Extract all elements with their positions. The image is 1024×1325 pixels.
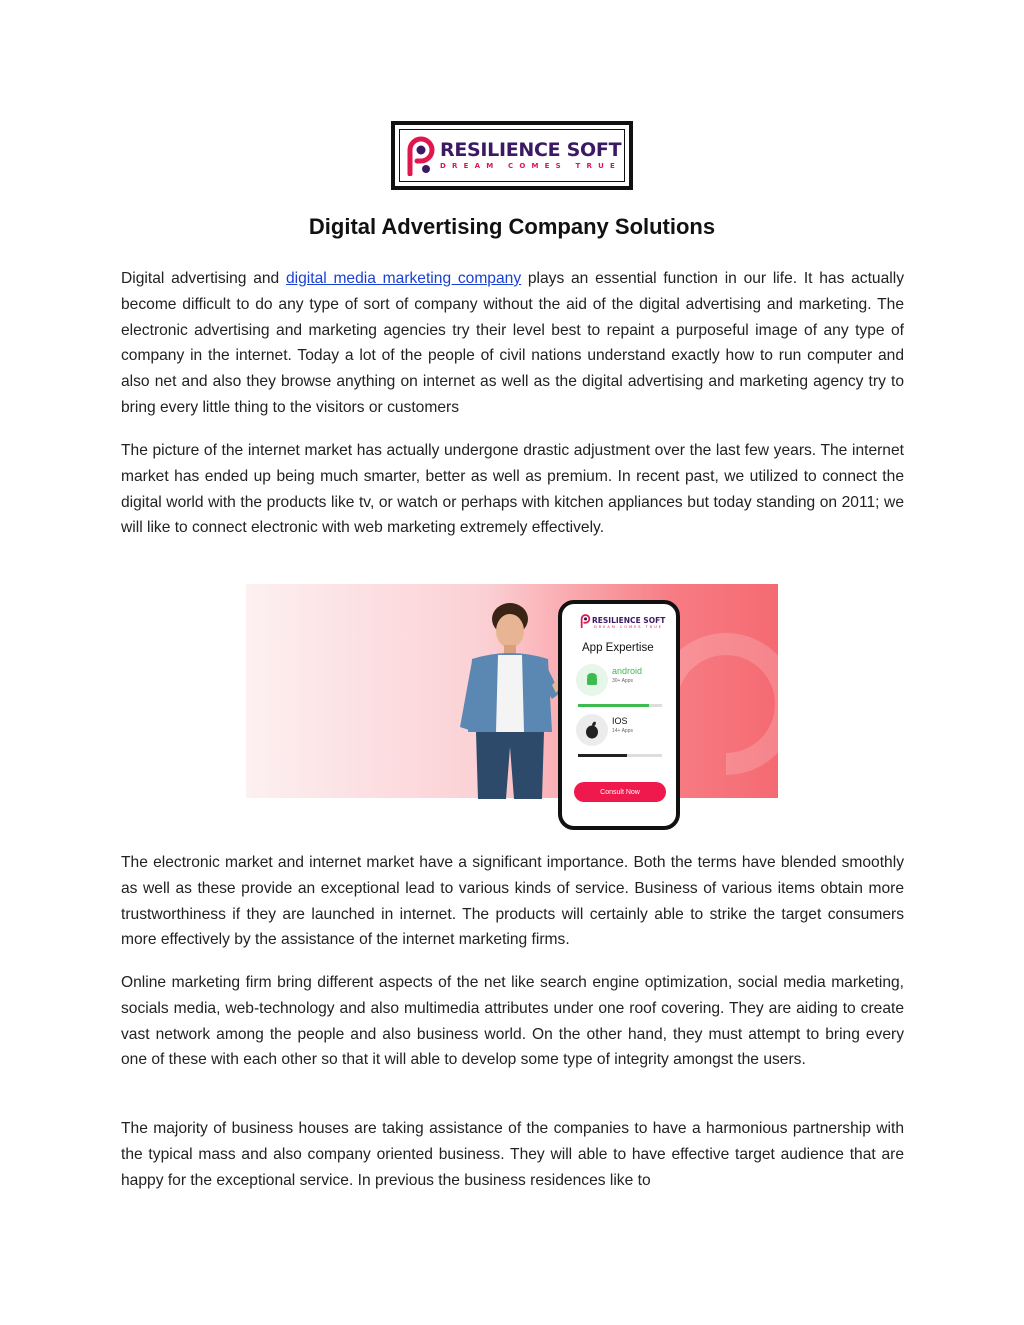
phone-mockup [558,600,680,830]
page-title: Digital Advertising Company Solutions [308,214,716,239]
paragraph-3: The electronic market and internet market have a significant importance. Both the terms have blended smoothly as well as these provide an exceptional lead to various kinds of service. Business of various items obtain more trustworthiness if they are launched in internet. The products will certainly able to strike the target consumers more effectively by the assistance of the internet marketing firms. [121,854,904,949]
resilience-logo-icon [406,136,436,176]
company-logo [391,121,633,190]
paragraph-2: The picture of the internet market has actually undergone drastic adjustment over the last few years. The internet market has ended up being much smarter, better as well as premium. In recent past, we utilized to connect the digital world with the products like tv, or watch or perhaps with kitchen appliances but today standing on 2011; we will like to connect electronic with web marketing extremely effectively. [121,442,904,537]
paragraph-1 [121,266,904,421]
smiling-man-photo [452,597,568,799]
progress-bar-android [578,704,662,707]
phone-logo-brand: RESILIENCE SOFT [592,616,666,625]
paragraph-4: Online marketing firm bring different aspects of the net like search engine optimization, social media marketing, socials media, web-technology and also multimedia attributes under one roof covering. They are aiding to create vast network among the people and also business world. On the other hand, they must attempt to bring every one of these with each other so that it will able to develop some type of integrity amongst the users. [121,974,904,1069]
phone-logo-tagline: DREAM COMES TRUE [594,625,663,629]
logo-brand-text: RESILIENCE SOFT [440,139,622,161]
progress-bar-ios [578,754,662,757]
app-expertise-title: App Expertise [582,642,654,654]
phone-logo-icon [580,614,591,628]
paragraph-1-start: Digital advertising and [121,270,286,287]
paragraph-1-end: plays an essential function in our life. It has actually become difficult to do any type of sort of company without the aid of the digital advertising and marketing. The electronic advertising and marketing agencies try their level best to repaint a purposeful image of any type of company in the internet. Today a lot of the people of civil nations understand exactly how to run computer and also net and also they browse anything on internet as well as the digital advertising and marketing agency try to bring every little thing to the visitors or customers [121,270,904,416]
app-count-ios: 14+ Apps [612,728,633,734]
android-icon [576,664,608,696]
apple-icon [576,714,608,746]
paragraph-5: The majority of business houses are taking assistance of the companies to have a harmonious partnership with the typical mass and also company oriented business. They will able to have effective target audience that are happy for the exceptional service. In previous the business residences like to [121,1120,904,1189]
digital-media-marketing-link[interactable]: digital media marketing company [285,270,522,287]
app-name-android: android [612,666,643,676]
consult-now-button[interactable]: Consult Now [574,782,666,802]
app-count-android: 30+ Apps [612,678,633,684]
app-name-ios: IOS [612,716,628,726]
logo-tagline: DREAM COMES TRUE [440,162,621,170]
